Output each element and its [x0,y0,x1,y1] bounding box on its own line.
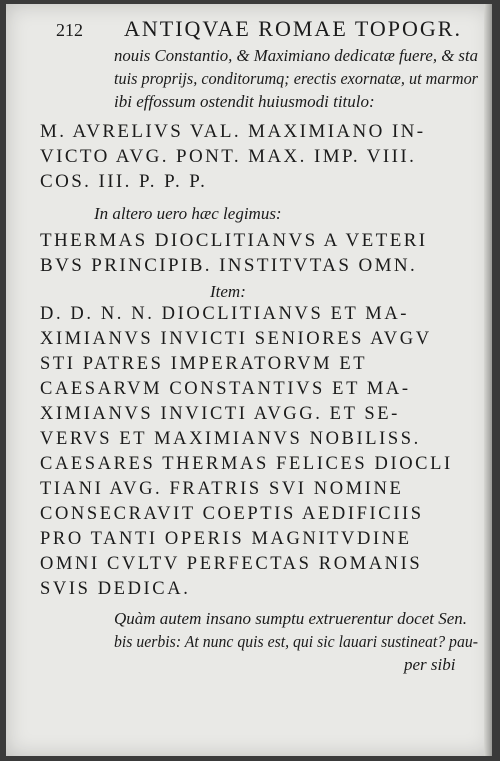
inscription1-line-2: VICTO AVG. PONT. MAX. IMP. VIII. [40,146,417,167]
inscription3-line-5: XIMIANVS INVICTI AVGG. ET SE- [40,404,400,424]
inscription3-line-8: TIANI AVG. FRATRIS SVI NOMINE [40,479,404,499]
inscription3-line-11: OMNI CVLTV PERFECTAS ROMANIS [40,554,423,574]
inscription3-line-4: CAESARVM CONSTANTIVS ET MA- [40,379,411,399]
book-page [6,4,492,756]
running-head: ANTIQVAE ROMAE TOPOGR. [124,16,462,41]
inscription3-line-1: D. D. N. N. DIOCLITIANVS ET MA- [40,304,410,324]
inscription2-line-2: BVS PRINCIPIB. INSTITVTAS OMN. [40,255,418,276]
inscription3-line-3: STI PATRES IMPERATORVM ET [40,354,368,374]
inscription1-line-3: COS. III. P. P. P. [40,171,208,192]
closing-line-3: per sibi [404,655,456,674]
intro-line-1: nouis Constantio, & Maximiano dedicatæ fuere, & sta [114,46,478,65]
closing-line-2: bis uerbis: At nunc quis est, qui sic lauari sustineat? pau- [114,632,478,651]
intro-line-3: ibi effossum ostendit huiusmodi titulo: [114,92,375,111]
item-label: Item: [210,282,246,301]
intro-line-2: tuis proprijs, conditorumq; erectis exornatæ, ut marmor [114,69,478,88]
inscription2-line-1: THERMAS DIOCLITIANVS A VETERI [40,230,428,251]
inscription3-line-12: SVIS DEDICA. [40,579,191,599]
inscription3-line-10: PRO TANTI OPERIS MAGNITVDINE [40,529,412,549]
page-number: 212 [56,20,83,40]
inscription3-line-9: CONSECRAVIT COEPTIS AEDIFICIIS [40,504,424,524]
transition-line: In altero uero hæc legimus: [94,204,282,223]
inscription1-line-1: M. AVRELIVS VAL. MAXIMIANO IN- [40,121,426,142]
closing-line-1: Quàm autem insano sumptu extruerentur docet Sen. [114,609,468,628]
page-edge [484,4,492,756]
inscription3-line-6: VERVS ET MAXIMIANVS NOBILISS. [40,429,421,449]
inscription3-line-7: CAESARES THERMAS FELICES DIOCLI [40,454,453,474]
inscription3-line-2: XIMIANVS INVICTI SENIORES AVGV [40,329,432,349]
